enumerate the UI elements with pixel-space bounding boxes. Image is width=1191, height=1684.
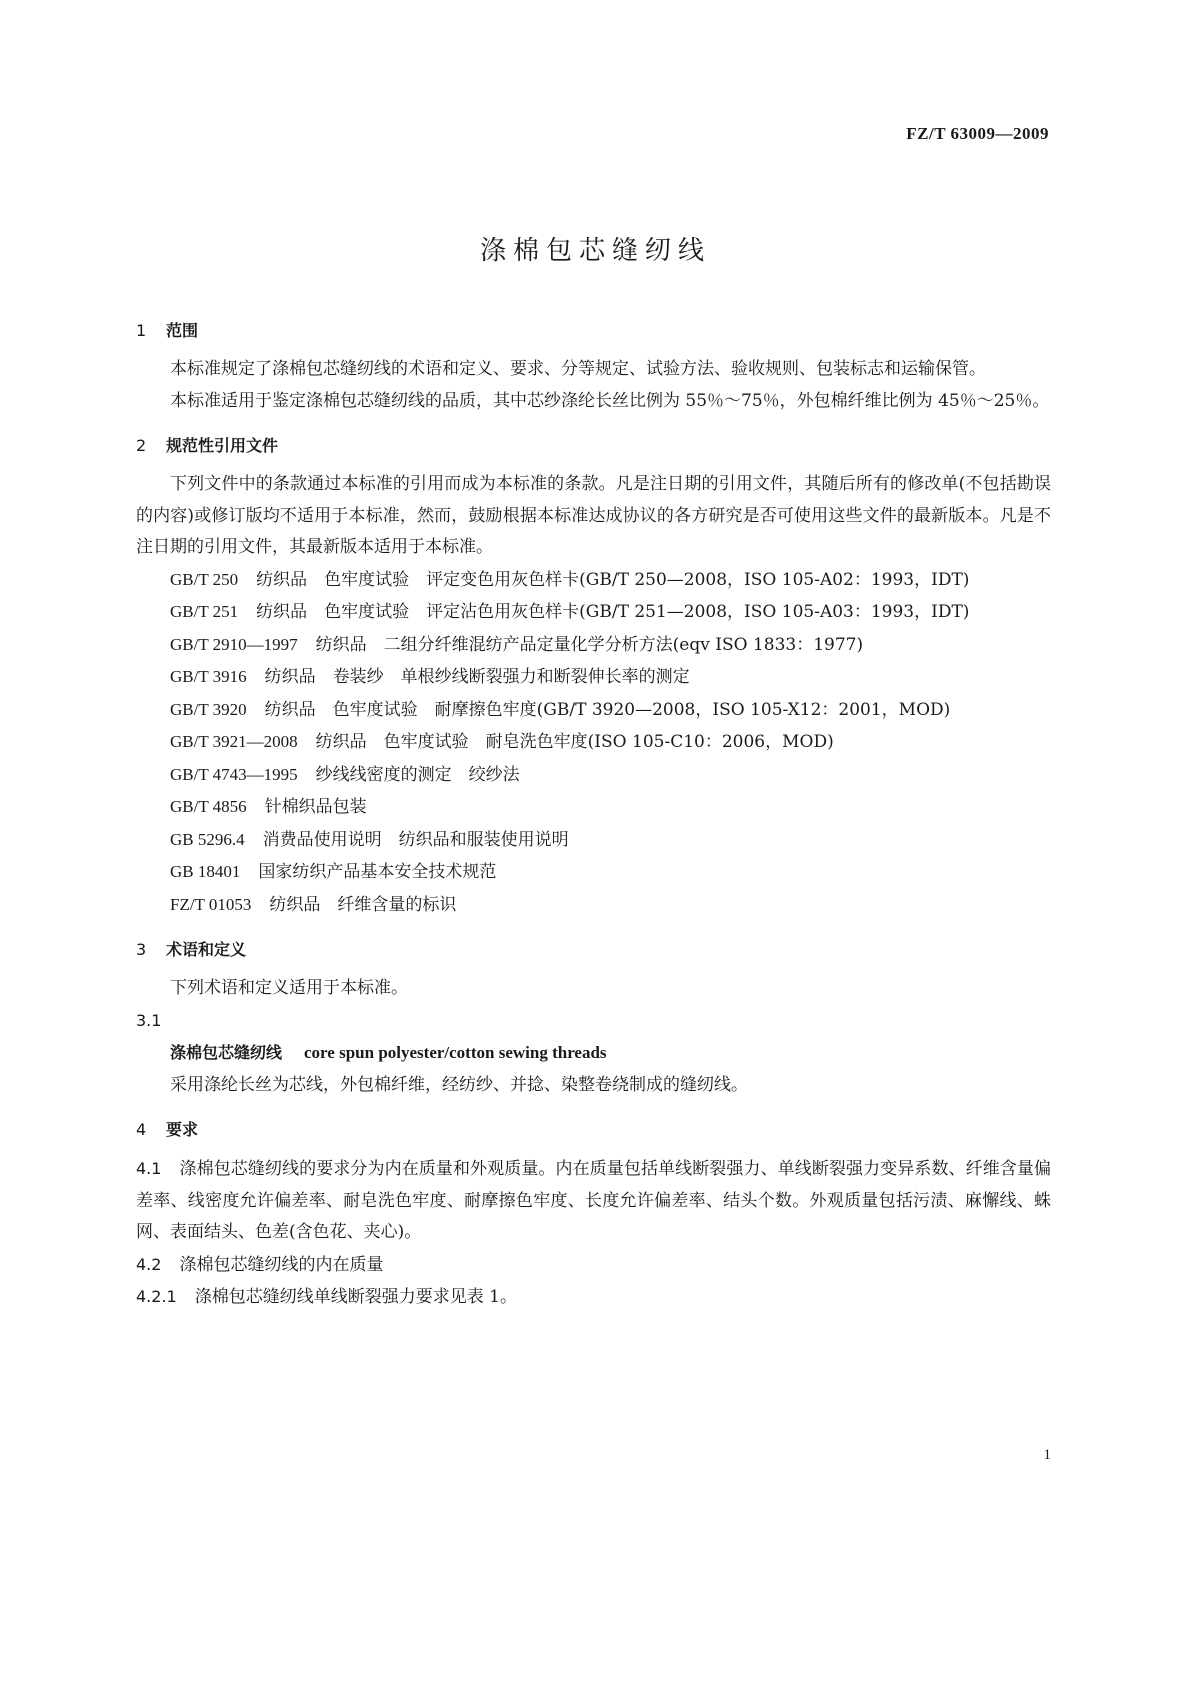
reference-item	[136, 629, 1051, 662]
reference-code: FZ/T 01053	[170, 894, 252, 914]
reference-text: 针棉织品包装	[264, 797, 367, 817]
term-number: 3.1	[136, 1010, 162, 1030]
clause-4-2-1	[136, 1281, 1051, 1314]
references-intro: 下列文件中的条款通过本标准的引用而成为本标准的条款。凡是注日期的引用文件，其随后所有的修改单(不包括勘误的内容)或修订版均不适用于本标准，然而，鼓励根据本标准达成协议的各方研究是否可使用这些文件的最新版本。凡是不注日期的引用文件，其最新版本适用于本标准。	[136, 474, 1051, 557]
section-heading-terms	[136, 935, 1051, 965]
section-title: 范围	[166, 321, 199, 340]
section-title: 规范性引用文件	[166, 436, 279, 455]
reference-code: GB/T 3920	[170, 699, 247, 719]
reference-code: GB 5296.4	[170, 829, 245, 849]
section-heading-requirements	[136, 1115, 1051, 1145]
reference-code: GB/T 4856	[170, 797, 247, 816]
clause-text: 涤棉包芯缝纫线的要求分为内在质量和外观质量。内在质量包括单线断裂强力、单线断裂强力变异系数、纤维含量偏差率、线密度允许偏差率、耐皂洗色牢度、耐摩擦色牢度、长度允许偏差率、结头个数。外观质量包括污渍、麻懈线、蛛网、表面结头、色差(含色花、夹心)。	[136, 1159, 1051, 1242]
reference-item	[136, 759, 1051, 792]
page-number: 1	[1043, 1447, 1051, 1463]
reference-text: 纺织品 卷装纱 单根纱线断裂强力和断裂伸长率的测定	[264, 667, 690, 687]
term-entry	[136, 1037, 1051, 1070]
reference-code: GB/T 2910—1997	[170, 634, 298, 654]
section-title: 要求	[166, 1120, 199, 1139]
document-body	[136, 316, 1051, 1314]
section-heading-normative-references	[136, 431, 1051, 461]
reference-text: 国家纺织产品基本安全技术规范	[258, 862, 497, 882]
section-number: 2	[136, 436, 147, 455]
reference-item	[136, 889, 1051, 922]
term-english: core spun polyester/cotton sewing threads	[304, 1043, 607, 1062]
reference-item	[136, 791, 1051, 824]
clause-text: 涤棉包芯缝纫线的内在质量	[179, 1254, 384, 1275]
reference-item	[136, 661, 1051, 694]
reference-text: 纺织品 色牢度试验 评定变色用灰色样卡(GB/T 250—2008，ISO 105-A02：1993，IDT)	[256, 569, 970, 590]
reference-code: GB/T 3921—2008	[170, 732, 298, 751]
clause-4-2	[136, 1249, 1051, 1282]
reference-text: 纱线线密度的测定 绞纱法	[315, 764, 520, 785]
reference-code: GB/T 4743—1995	[170, 764, 298, 784]
scope-paragraph: 本标准适用于鉴定涤棉包芯缝纫线的品质，其中芯纱涤纶长丝比例为 55％～75％，外包棉纤维比例为 45％～25％。	[170, 390, 1050, 411]
term-chinese: 涤棉包芯缝纫线	[170, 1043, 283, 1062]
reference-code: GB 18401	[170, 862, 241, 881]
clause-text: 涤棉包芯缝纫线单线断裂强力要求见表 1。	[194, 1287, 517, 1307]
document-title: 涤棉包芯缝纫线	[479, 236, 711, 266]
terms-intro: 下列术语和定义适用于本标准。	[170, 978, 408, 998]
standard-number: FZ/T 63009—2009	[906, 124, 1049, 143]
section-number: 1	[136, 321, 147, 340]
section-number: 3	[136, 940, 147, 959]
reference-item	[136, 564, 1051, 597]
reference-code: GB/T 250	[170, 569, 239, 589]
clause-number: 4.1	[136, 1159, 162, 1178]
reference-code: GB/T 251	[170, 602, 239, 621]
reference-item	[136, 596, 1051, 629]
section-title: 术语和定义	[166, 940, 247, 959]
reference-item	[136, 726, 1051, 759]
term-definition: 采用涤纶长丝为芯线，外包棉纤维，经纺纱、并捻、染整卷绕制成的缝纫线。	[170, 1074, 748, 1095]
clause-number: 4.2	[136, 1254, 162, 1274]
scope-paragraph: 本标准规定了涤棉包芯缝纫线的术语和定义、要求、分等规定、试验方法、验收规则、包装标志和运输保管。	[170, 359, 986, 379]
reference-text: 纺织品 色牢度试验 评定沾色用灰色样卡(GB/T 251—2008，ISO 105-A03：1993，IDT)	[256, 602, 970, 622]
clause-4-1	[136, 1153, 1051, 1249]
reference-code: GB/T 3916	[170, 667, 247, 686]
reference-text: 纺织品 纤维含量的标识	[269, 894, 457, 915]
reference-item	[136, 824, 1051, 857]
section-heading-scope	[136, 316, 1051, 346]
reference-text: 纺织品 色牢度试验 耐摩擦色牢度(GB/T 3920—2008，ISO 105-X12：2001，MOD)	[264, 699, 951, 720]
reference-text: 消费品使用说明 纺织品和服装使用说明	[262, 829, 569, 850]
reference-text: 纺织品 色牢度试验 耐皂洗色牢度(ISO 105-C10：2006，MOD)	[315, 732, 834, 752]
reference-item	[136, 694, 1051, 727]
clause-number: 4.2.1	[136, 1287, 177, 1306]
reference-text: 纺织品 二组分纤维混纺产品定量化学分析方法(eqv ISO 1833：1977)	[315, 634, 864, 655]
reference-item	[136, 856, 1051, 889]
section-number: 4	[136, 1120, 147, 1139]
